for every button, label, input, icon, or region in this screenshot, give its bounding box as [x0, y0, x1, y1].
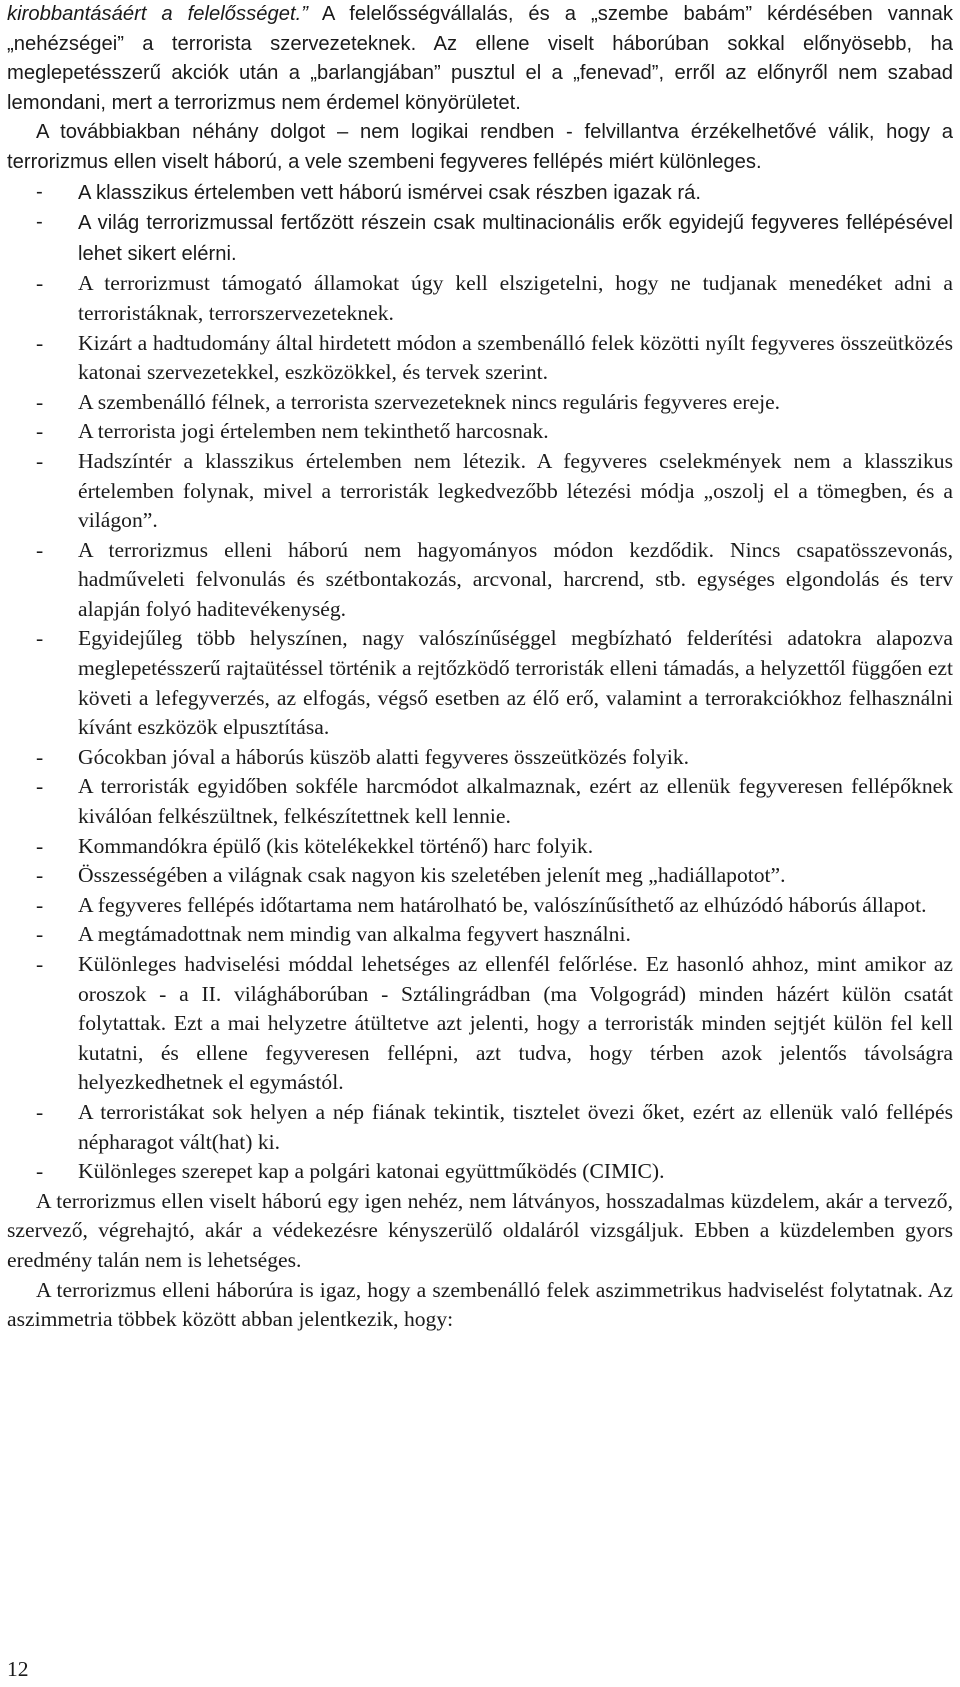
- opening-paragraph: [7, 0, 953, 118]
- list-dash: -: [36, 271, 44, 296]
- list-dash: -: [36, 1159, 44, 1184]
- list-item-text: A terrorizmus elleni háború nem hagyományos módon kezdődik. Nincs csapatösszevonás, hadműveleti felvonulás és szétbontakozás, arcvonal, harcrend, stb. egységes elgondolás és terv alapján folyó haditevékenység.: [78, 537, 953, 621]
- closing-paragraph: A terrorizmus ellen viselt háború egy igen nehéz, nem látványos, hosszadalmas küzdelem, akár a tervező, szervező, végrehajtó, akár a védekezésre kényszerülő oldaláról vizsgáljuk. Ebben a küzdelemben gyors eredmény talán nem is lehetséges.: [7, 1188, 953, 1272]
- list-item: [7, 447, 953, 536]
- list-item-text: A klasszikus értelemben vett háború ismérvei csak részben igazak rá.: [78, 181, 701, 204]
- list-dash: -: [36, 330, 44, 355]
- list-item-text: Összességében a világnak csak nagyon kis szeletében jelenít meg „hadiállapotot”.: [78, 863, 786, 888]
- list-item-text: A megtámadottnak nem mindig van alkalma fegyvert használni.: [78, 922, 631, 947]
- list-dash: -: [36, 211, 43, 234]
- dash-list: [7, 178, 953, 1187]
- list-dash: -: [36, 863, 44, 888]
- opening-continuation: A felelősségvállalás, és a „szembe babám” kérdésében vannak „nehézségei” a terrorista szervezeteknek. Az ellene viselt háborúban sokkal előnyösebb, ha meglepetésszerű akciók után a „barlangjában” pusztul el a „fenevad”, erről az előnyről nem szabad lemondani, mert a terrorizmus nem érdemel könyörületet.: [7, 3, 953, 114]
- list-item: [7, 417, 953, 447]
- list-item-text: Kizárt a hadtudomány által hirdetett módon a szembenálló felek közötti nyílt fegyveres összeütközés katonai szervezetekkel, eszközökkel, és tervek szerint.: [78, 330, 953, 385]
- list-item-text: Gócokban jóval a háborús küszöb alatti fegyveres összeütközés folyik.: [78, 744, 690, 769]
- list-item: [7, 891, 953, 921]
- list-item: [7, 329, 953, 388]
- opening-text: [7, 0, 953, 178]
- list-item: [7, 178, 953, 209]
- list-item-text: A terrorizmust támogató államokat úgy kell elszigetelni, hogy ne tudjanak menedéket adni a terroristáknak, terrorszervezeteknek.: [78, 271, 953, 325]
- list-item-text: A terrorista jogi értelemben nem tekinthető harcosnak.: [78, 419, 549, 444]
- intro-paragraph: A továbbiakban néhány dolgot – nem logikai rendben - felvillantva érzékelhetővé válik, hogy a terrorizmus ellen viselt háború, a vele szembeni fegyveres fellépés miért különleges.: [7, 121, 953, 173]
- list-dash: -: [36, 626, 44, 651]
- list-dash: -: [36, 922, 44, 947]
- closing-paragraph: A terrorizmus elleni háborúra is igaz, hogy a szembenálló felek aszimmetrikus hadviselést folytatnak. Az aszimmetria többek között abban jelentkezik, hogy:: [7, 1277, 953, 1332]
- list-dash: -: [36, 833, 44, 858]
- list-item: [7, 920, 953, 950]
- list-item-text: Különleges hadviselési móddal lehetséges az ellenfél felőrlése. Ez hasonló ahhoz, mint amikor az oroszok - a II. világháborúban - Sztálingrádban (ma Volgográd) minden házért külön csatát folytattak. Ezt a mai helyzetre átültetve azt jelenti, hogy a terroristák minden sejtjét külön fel kell kutatni, és ellene fegyveresen fellépni, azt tudva, hogy térben azok jelentős távolságra helyezkedhetnek el egymástól.: [78, 952, 953, 1095]
- list-dash: -: [36, 180, 43, 203]
- italic-fragment: kirobbantásáért a felelősséget.”: [7, 3, 309, 25]
- list-dash: -: [36, 1099, 44, 1124]
- list-dash: -: [36, 774, 44, 799]
- list-item-text: A terroristák egyidőben sokféle harcmódot alkalmaznak, ezért az ellenük fegyveresen fellépőknek kiválóan felkészültnek, felkészítettnek kell lennie.: [78, 774, 953, 829]
- list-item: [7, 743, 953, 773]
- list-item: [7, 536, 953, 625]
- list-dash: -: [36, 419, 44, 444]
- list-dash: -: [36, 952, 44, 976]
- list-item-text: A szembenálló félnek, a terrorista szervezeteknek nincs reguláris fegyveres ereje.: [78, 389, 781, 414]
- list-item: [7, 832, 953, 862]
- list-dash: -: [36, 389, 44, 414]
- list-item: [7, 269, 953, 328]
- list-item: [7, 861, 953, 891]
- list-item-text: A terroristákat sok helyen a nép fiának tekintik, tisztelet övezi őket, ezért az ellenük való fellépés népharagot vált(hat) ki.: [78, 1099, 953, 1154]
- page-number: 12: [7, 1657, 29, 1681]
- list-item-text: Egyidejűleg több helyszínen, nagy valószínűséggel megbízható felderítési adatokra alapozva meglepetésszerű rajtaütéssel történik a rejtőzködő terroristák elleni támadás, a helyzettől függően ezt követi a lefegyverzés, az elfogás, végső esetben az élő erő, valamint a terrorakciókhoz felhasználni kívánt eszközök elpusztítása.: [78, 626, 953, 740]
- list-item: [7, 1098, 953, 1157]
- list-item-text: A világ terrorizmussal fertőzött részein csak multinacionális erők egyidejű fegyveres fellépésével lehet sikert elérni.: [78, 212, 953, 265]
- list-item: [7, 950, 953, 1098]
- list-item: [7, 624, 953, 742]
- list-item-text: Különleges szerepet kap a polgári katonai együttműködés (CIMIC).: [78, 1159, 665, 1184]
- list-item: [7, 1157, 953, 1187]
- list-dash: -: [36, 448, 44, 473]
- list-item-text: Hadszíntér a klasszikus értelemben nem létezik. A fegyveres cselekmények nem a klasszikus értelemben folynak, mivel a terroristák legkedvezőbb létezési módja „oszolj el a tömegben, és a világon”.: [78, 448, 953, 533]
- list-item-text: Kommandókra épülő (kis kötelékekkel történő) harc folyik.: [78, 833, 594, 858]
- list-item-text: A fegyveres fellépés időtartama nem határolható be, valószínűsíthető az elhúzódó háborús állapot.: [78, 892, 927, 917]
- list-dash: -: [36, 744, 44, 769]
- list-dash: -: [36, 892, 44, 917]
- list-item: [7, 772, 953, 831]
- list-dash: -: [36, 537, 44, 562]
- list-item: [7, 388, 953, 418]
- list-item: [7, 208, 953, 269]
